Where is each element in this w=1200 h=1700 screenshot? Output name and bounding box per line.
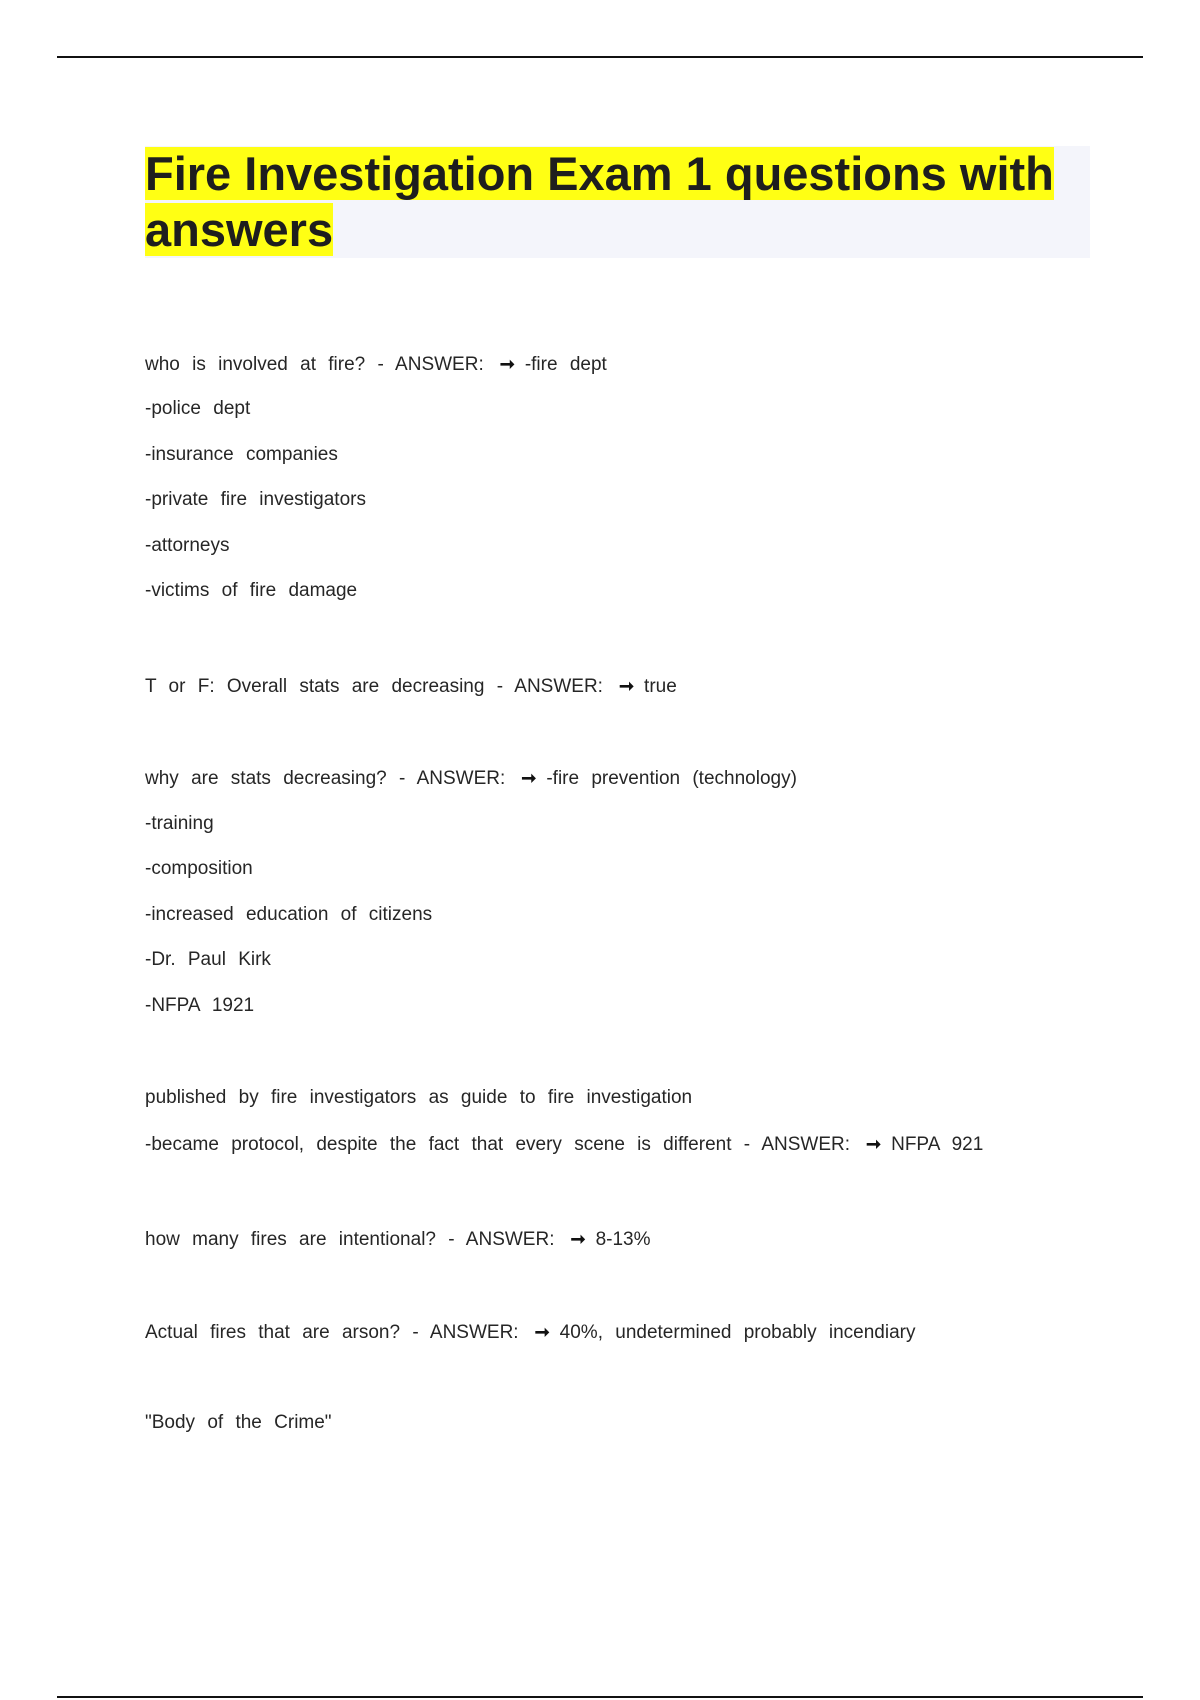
answer-text: 40%, undetermined probably incendiary — [559, 1322, 916, 1343]
question-prelude: published by fire investigators as guide to fire investigation — [145, 1087, 693, 1108]
qa-line — [145, 766, 797, 791]
question-text: why are stats decreasing? - ANSWER: — [145, 768, 506, 789]
qa-line — [145, 1411, 332, 1435]
answer-text: NFPA 921 — [891, 1134, 984, 1155]
question-text: -became protocol, despite the fact that every scene is different - ANSWER: — [145, 1134, 851, 1155]
answer-continuation: -NFPA 1921 — [145, 995, 255, 1016]
qa-line — [145, 1320, 916, 1345]
question-text: "Body of the Crime" — [145, 1412, 332, 1433]
arrow-icon: ➞ — [570, 1229, 586, 1249]
arrow-icon: ➞ — [866, 1134, 882, 1154]
qa-line — [145, 1132, 983, 1157]
answer-text: true — [644, 676, 677, 697]
bottom-rule — [57, 1696, 1143, 1698]
answer-continuation: -training — [145, 813, 214, 834]
qa-line — [145, 1227, 651, 1252]
answer-text: 8-13% — [595, 1229, 651, 1250]
answer-continuation: -police dept — [145, 398, 251, 419]
arrow-icon: ➞ — [521, 768, 537, 788]
top-rule — [57, 56, 1143, 58]
question-text: how many fires are intentional? - ANSWER: — [145, 1229, 555, 1250]
answer-continuation: -insurance companies — [145, 444, 338, 465]
qa-line — [145, 352, 607, 377]
question-text: who is involved at fire? - ANSWER: — [145, 354, 484, 375]
arrow-icon: ➞ — [534, 1322, 550, 1342]
question-text: T or F: Overall stats are decreasing - ANSWER: — [145, 676, 603, 697]
document-title — [145, 146, 1090, 258]
arrow-icon: ➞ — [499, 354, 515, 374]
answer-continuation: -Dr. Paul Kirk — [145, 949, 271, 970]
title-highlight: Fire Investigation Exam 1 questions with answers — [145, 147, 1054, 256]
answer-continuation: -private fire investigators — [145, 489, 366, 510]
answer-continuation: -victims of fire damage — [145, 580, 358, 601]
qa-line — [145, 674, 677, 699]
question-text: Actual fires that are arson? - ANSWER: — [145, 1322, 519, 1343]
answer-continuation: -increased education of citizens — [145, 904, 433, 925]
arrow-icon: ➞ — [618, 676, 635, 696]
answer-text: -fire prevention (technology) — [546, 768, 797, 789]
answer-continuation: -attorneys — [145, 535, 230, 556]
answer-text: -fire dept — [524, 354, 607, 375]
answer-continuation: -composition — [145, 858, 253, 879]
